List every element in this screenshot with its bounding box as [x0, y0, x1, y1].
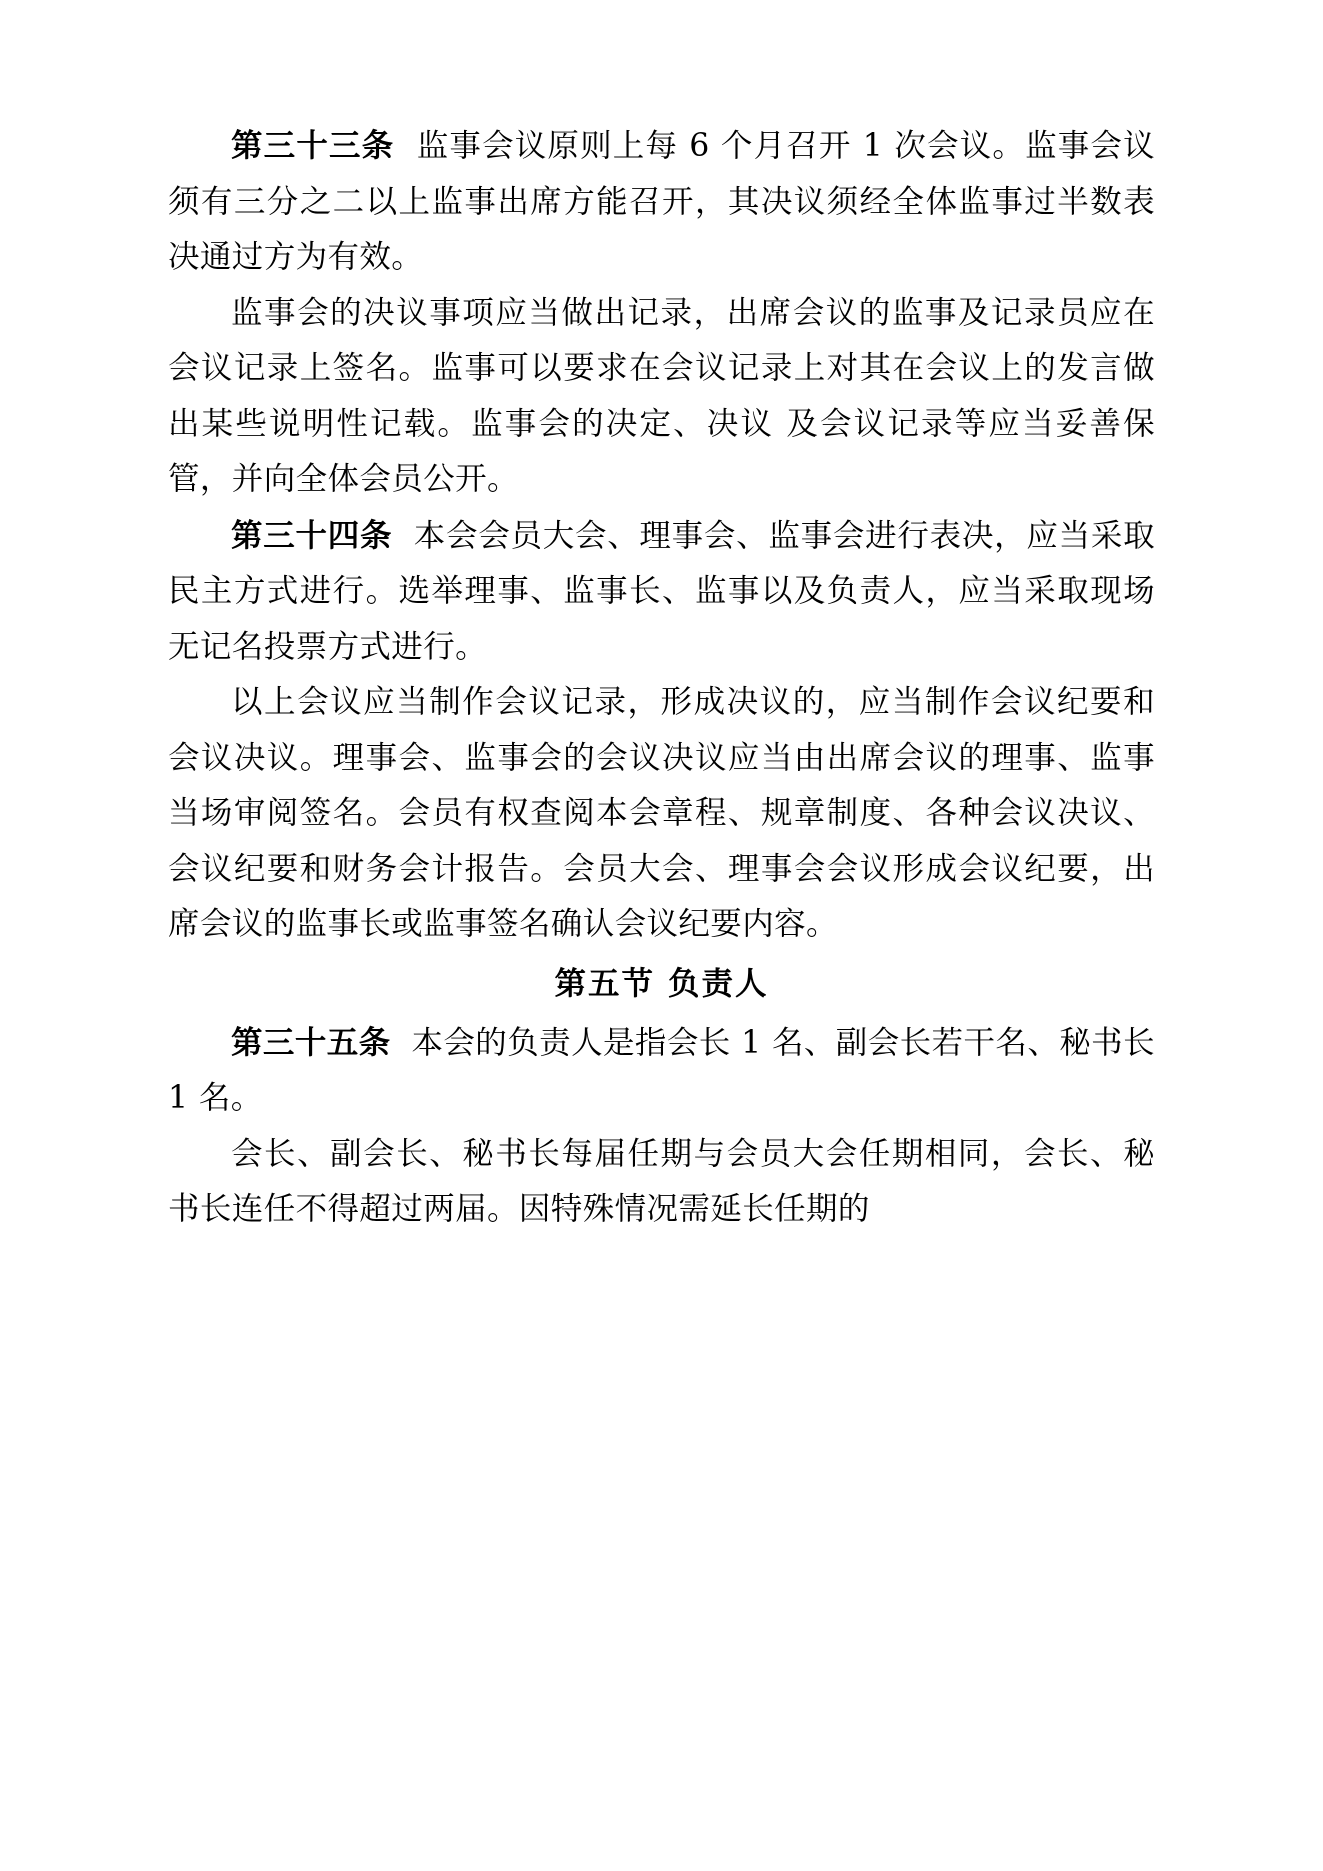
paragraph-33-1: 监事会的决议事项应当做出记录，出席会议的监事及记录员应在会议记录上签名。监事可以要求在会议记录上对其在会议上的发言做出某些说明性记载。监事会的决定、决议 及会议记录等应当妥善保管，并向全体会员公开。	[168, 294, 1155, 497]
article-33-heading: 第三十三条	[231, 127, 395, 164]
article-33-text: 监事会议原则上每 6 个月召开 1 次会议。监事会议须有三分之二以上监事出席方能召开，其决议须经全体监事过半数表决通过方为有效。	[168, 128, 1155, 275]
article-34	[168, 508, 1155, 676]
paragraph-35-1: 会长、副会长、秘书长每届任期与会员大会任期相同，会长、秘书长连任不得超过两届。因特殊情况需延长任期的	[168, 1135, 1155, 1227]
article-33	[168, 118, 1155, 286]
paragraph-34-1: 以上会议应当制作会议记录，形成决议的，应当制作会议纪要和会议决议。理事会、监事会的会议决议应当由出席会议的理事、监事当场审阅签名。会员有权查阅本会章程、规章制度、各种会议决议、会议纪要和财务会计报告。会员大会、理事会会议形成会议纪要，出席会议的监事长或监事签名确认会议纪要内容。	[168, 684, 1155, 942]
article-34-text: 本会会员大会、理事会、监事会进行表决，应当采取民主方式进行。选举理事、监事长、监事以及负责人，应当采取现场无记名投票方式进行。	[168, 517, 1155, 665]
document-body	[168, 118, 1166, 1238]
section-title-5: 第五节 负责人	[554, 964, 769, 1002]
article-35-heading: 第三十五条	[231, 1023, 391, 1061]
article-35	[168, 1015, 1166, 1127]
article-34-heading: 第三十四条	[231, 516, 393, 554]
article-35-text: 本会的负责人是指会长 1 名、副会长若干名、秘书长 1 名。	[168, 1024, 1166, 1116]
